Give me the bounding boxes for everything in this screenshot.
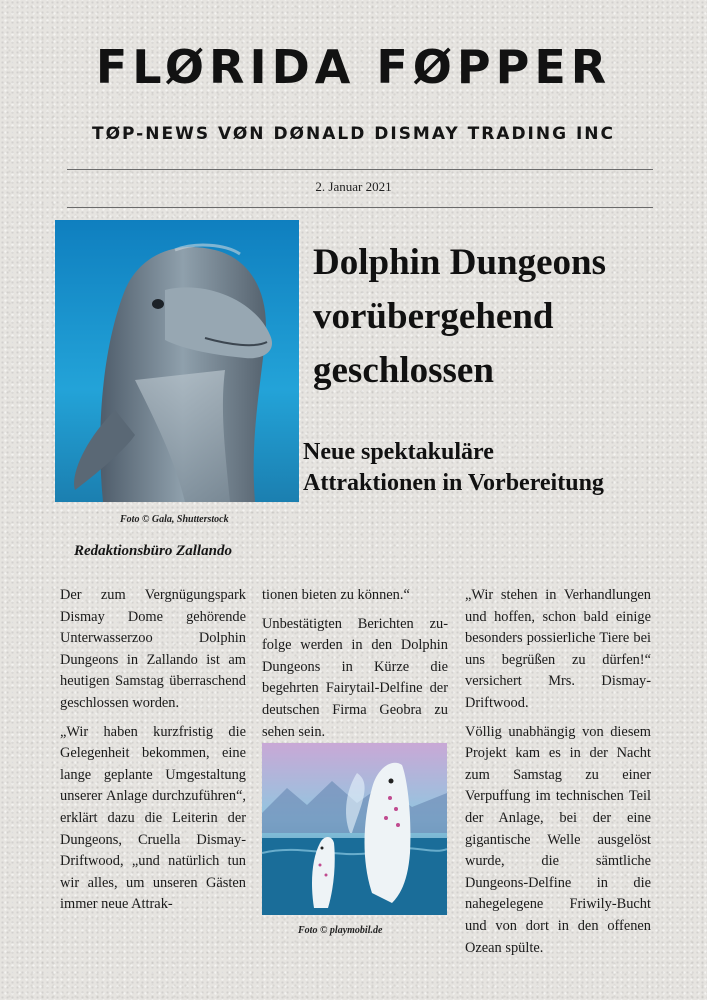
toy-dolphin-photo-caption: Foto © playmobil.de: [298, 925, 383, 936]
article-subheading: [303, 437, 703, 499]
masthead-title: FLØRIDA FØPPER: [95, 40, 612, 94]
paragraph: „Wir stehen in Verhandlungen und hoffen, schon bald einige besonders possierliche Tiere bei uns begrüßen zu dürfen!“ versichert Mrs. Dismay-Driftwood.: [465, 587, 651, 711]
toy-dolphin-photo: [262, 743, 447, 915]
subheading-line: Attraktionen in Vorbereitung: [303, 470, 604, 496]
headline-line: geschlossen: [313, 350, 494, 391]
article-column-1: [60, 585, 246, 923]
article-column-2: [262, 585, 448, 750]
paragraph: Völlig unabhängig von diesem Projekt kam es in der Nacht zum Samstag zu einer Verpuffung im technischen Teil der Anlage, bei der eine gigantische Welle ausgelöst wurde, die sämtliche Dungeons-Delfine in die nahegelegene Friwily-Bucht und von dort in den offenen Ozean spülte.: [465, 723, 651, 956]
headline-line: vorübergehend: [313, 296, 554, 337]
article-column-3: [465, 585, 651, 966]
dolphin-photo-caption: Foto © Gala, Shutterstock: [120, 514, 229, 525]
issue-date: 2. Januar 2021: [315, 179, 392, 194]
byline: Redaktionsbüro Zallando: [74, 543, 232, 559]
headline-line: Dolphin Dungeons: [313, 242, 607, 283]
subheading-line: Neue spektakuläre: [303, 439, 494, 465]
article-headline: [313, 236, 703, 398]
paragraph: „Wir haben kurzfristig die Gelegenheit bekommen, eine lange geplante Umgestaltung unserer Anlage durchzuführen“, erklärt dazu die Leiterin der Dungeons, Cruella Dismay-Driftwood, „und natürlich tun wir alles, um unseren Gästen immer neue Attrak-: [60, 723, 246, 913]
paragraph: Der zum Vergnügungspark Dismay Dome gehörende Unterwasserzoo Dolphin Dungeons in Zallando ist am heutigen Samstag überraschend geschlossen worden.: [60, 587, 246, 711]
paragraph: tionen bieten zu können.“: [262, 587, 410, 603]
paragraph: Unbestätigten Berichten zufolge werden in den Dolphin Dungeons in Kürze die begehrten Fairytail-Delfine der deutschen Firma Geobra zu sehen sein.: [262, 615, 448, 740]
masthead-tagline: TØP-NEWS VØN DØNALD DISMAY TRADING INC: [91, 124, 616, 144]
top-divider: [67, 169, 653, 170]
bottom-divider: [67, 207, 653, 208]
dolphin-photo: [55, 220, 299, 502]
